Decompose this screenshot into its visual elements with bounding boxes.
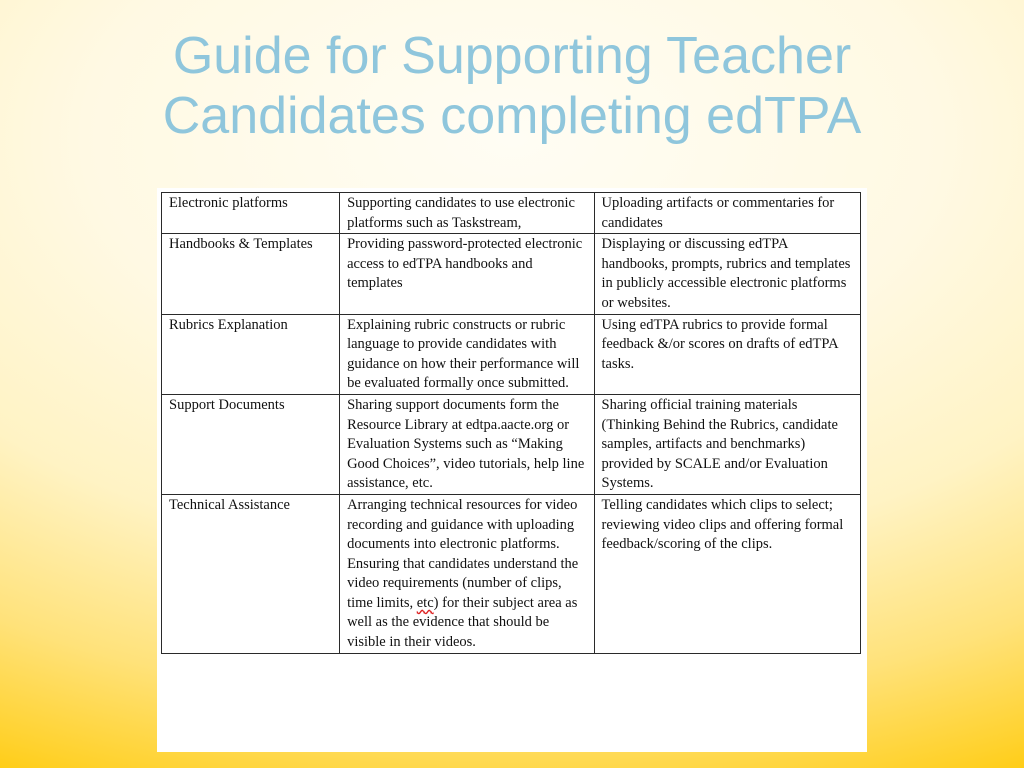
category-cell: Electronic platforms — [162, 193, 340, 234]
category-cell: Technical Assistance — [162, 494, 340, 653]
table-row — [162, 394, 861, 494]
supporting-cell — [340, 494, 594, 653]
table-row — [162, 193, 861, 234]
supporting-cell: Supporting candidates to use electronic platforms such as Taskstream, — [340, 193, 594, 234]
supporting-cell: Providing password-protected electronic access to edTPA handbooks and templates — [340, 234, 594, 314]
category-cell: Support Documents — [162, 394, 340, 494]
category-cell: Handbooks & Templates — [162, 234, 340, 314]
not-allowed-cell: Using edTPA rubrics to provide formal feedback &/or scores on drafts of edTPA tasks. — [594, 314, 860, 394]
not-allowed-cell: Sharing official training materials (Thinking Behind the Rubrics, candidate samples, artifacts and benchmarks) provided by SCALE and/or Evaluation Systems. — [594, 394, 860, 494]
supporting-text-part-1: Arranging technical resources for video recording and guidance with uploading documents into electronic platforms. Ensuring that candidates understand the video requirements (number of clips, time limits, — [347, 496, 579, 611]
slide-title-line-1: Guide for Supporting Teacher — [172, 27, 852, 85]
not-allowed-cell: Displaying or discussing edTPA handbooks, prompts, rubrics and templates in publicly accessible electronic platforms or websites. — [594, 234, 860, 314]
slide-title — [0, 26, 1024, 146]
guidance-table — [161, 192, 861, 654]
spellcheck-word: etc — [416, 594, 434, 611]
supporting-cell: Sharing support documents form the Resource Library at edtpa.aacte.org or Evaluation Systems such as “Making Good Choices”, video tutorials, help line assistance, etc. — [340, 394, 594, 494]
category-cell: Rubrics Explanation — [162, 314, 340, 394]
supporting-cell: Explaining rubric constructs or rubric language to provide candidates with guidance on how their performance will be evaluated formally once submitted. — [340, 314, 594, 394]
supporting-text-part-2: ) for their subject area as well as the evidence that should be visible in their videos. — [347, 594, 578, 651]
slide-title-line-2: Candidates completing edTPA — [162, 87, 862, 145]
table-row — [162, 234, 861, 314]
table-row — [162, 314, 861, 394]
guidance-table-image — [157, 188, 867, 752]
table-row — [162, 494, 861, 653]
not-allowed-cell: Uploading artifacts or commentaries for candidates — [594, 193, 860, 234]
not-allowed-cell: Telling candidates which clips to select; reviewing video clips and offering formal feedback/scoring of the clips. — [594, 494, 860, 653]
